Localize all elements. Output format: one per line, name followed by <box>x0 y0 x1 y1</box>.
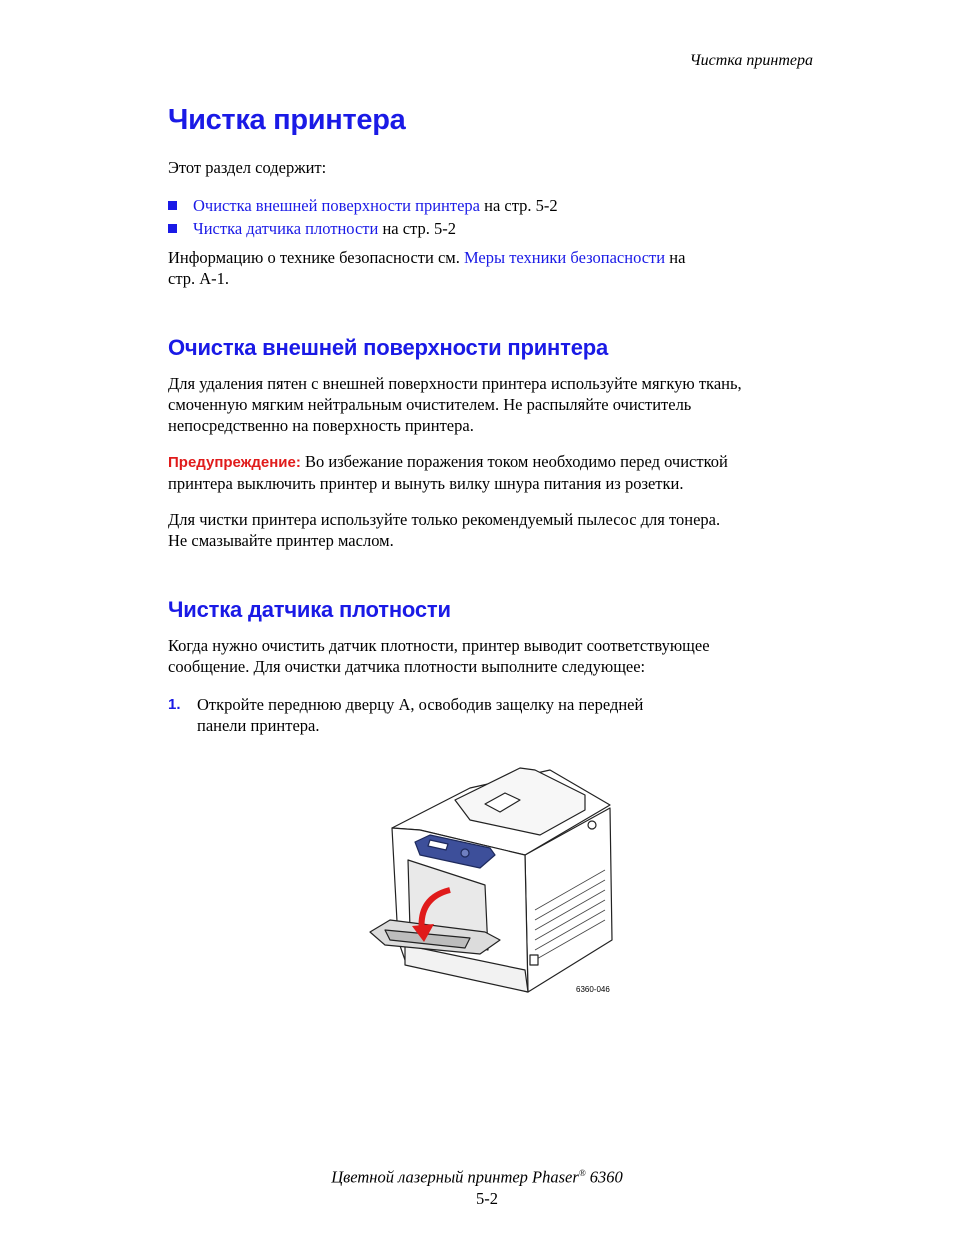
toc-item <box>168 218 456 239</box>
figure-label: 6360-046 <box>576 985 610 994</box>
warning-label: Предупреждение: <box>168 454 301 471</box>
step-number: 1. <box>168 696 181 713</box>
printer-illustration <box>360 760 630 1005</box>
square-bullet-icon <box>168 201 177 210</box>
toc-link-exterior[interactable]: Очистка внешней поверхности принтера <box>193 196 480 215</box>
vacuum-paragraph: Для чистки принтера используйте только рекомендуемый пылесос для тонера. Не смазывайте принтер маслом. <box>168 510 721 550</box>
footer-product: Цветной лазерный принтер Phaser <box>331 1167 579 1187</box>
intro-text: Этот раздел содержит: <box>168 158 327 177</box>
page-number: 5-2 <box>476 1188 498 1208</box>
exterior-paragraph: Для удаления пятен с внешней поверхности принтера используйте мягкую ткань, смоченную мягким нейтральным очистителем. Не распыляйте очиститель непосредственно на поверхность принтера. <box>168 374 742 435</box>
step-1 <box>168 694 788 736</box>
running-header: Чистка принтера <box>689 52 813 69</box>
toc-item <box>168 195 558 216</box>
toc-page-ref: на стр. 5-2 <box>479 196 558 215</box>
section-heading-exterior: Очистка внешней поверхности принтера <box>168 335 609 360</box>
safety-link[interactable]: Меры техники безопасности <box>463 248 666 267</box>
section-heading-density-sensor: Чистка датчика плотности <box>168 597 451 622</box>
page-footer: Цветной лазерный принтер Phaser® 6360 5-2 <box>0 1163 954 1209</box>
safety-note: Информацию о технике безопасности см. Меры техники безопасности на стр. A-1. <box>168 248 686 288</box>
toc-page-ref: на стр. 5-2 <box>378 219 456 238</box>
page-title: Чистка принтера <box>168 104 406 136</box>
step-text: Откройте переднюю дверцу A, освободив защелку на передней панели принтера. <box>197 695 644 735</box>
square-bullet-icon <box>168 224 177 233</box>
toc-link-density-sensor[interactable]: Чистка датчика плотности <box>193 219 379 238</box>
warning-paragraph: Предупреждение: Во избежание поражения током необходимо перед очисткой принтера выключить принтер и вынуть вилку шнура питания из розетки. <box>168 452 728 493</box>
density-paragraph: Когда нужно очистить датчик плотности, принтер выводит соответствующее сообщение. Для очистки датчика плотности выполните следующее: <box>168 636 710 676</box>
